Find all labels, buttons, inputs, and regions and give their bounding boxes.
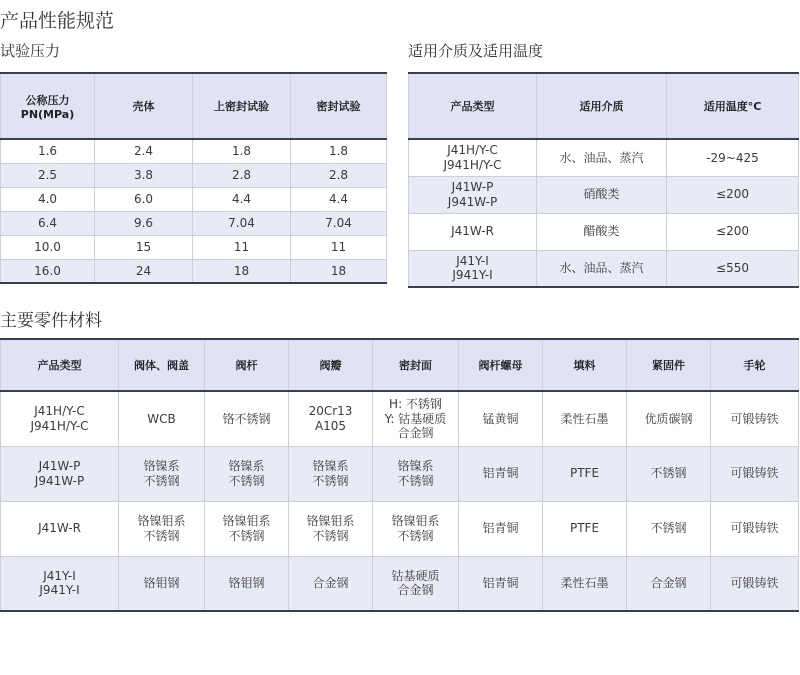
table-cell: 硝酸类 — [537, 176, 667, 213]
column-header: 阀杆 — [205, 339, 289, 391]
pressure-section-title: 试验压力 — [0, 42, 61, 60]
table-cell: 可锻铸铁 — [711, 391, 799, 446]
row-label-cell: J41Y-I J941Y-I — [1, 556, 119, 611]
table-cell: 铝青铜 — [459, 556, 543, 611]
table-cell: PTFE — [543, 446, 627, 501]
column-header: 密封面 — [373, 339, 459, 391]
table-cell: 3.8 — [95, 163, 193, 187]
table-cell: 水、油品、蒸汽 — [537, 250, 667, 287]
table-cell: 钴基硬质 合金钢 — [373, 556, 459, 611]
table-cell: 醋酸类 — [537, 213, 667, 250]
table-cell: 不锈钢 — [627, 446, 711, 501]
table-cell: 铝青铜 — [459, 501, 543, 556]
table-cell: H: 不锈钢 Y: 钴基硬质 合金钢 — [373, 391, 459, 446]
table-row — [1, 211, 387, 235]
medium-section-title: 适用介质及适用温度 — [408, 42, 544, 60]
page-title: 产品性能规范 — [0, 10, 115, 32]
table-cell: 1.8 — [291, 139, 387, 163]
table-cell: 18 — [291, 259, 387, 283]
column-header: 上密封试验 — [193, 73, 291, 139]
table-header-row — [1, 73, 387, 139]
pressure-table — [0, 72, 387, 284]
table-row — [1, 187, 387, 211]
row-label-cell: 10.0 — [1, 235, 95, 259]
row-label-cell: J41H/Y-C J941H/Y-C — [1, 391, 119, 446]
materials-table — [0, 338, 799, 612]
table-cell: 可锻铸铁 — [711, 556, 799, 611]
table-cell: 铬镍系 不锈钢 — [205, 446, 289, 501]
column-header: 密封试验 — [291, 73, 387, 139]
row-label-cell: J41W-R — [1, 501, 119, 556]
table-cell: 可锻铸铁 — [711, 446, 799, 501]
column-header: 阀体、阀盖 — [119, 339, 205, 391]
table-row — [1, 163, 387, 187]
table-row — [409, 213, 799, 250]
table-header-row — [409, 73, 799, 139]
table-cell: 15 — [95, 235, 193, 259]
table-cell: 铬钼钢 — [119, 556, 205, 611]
table-cell: 18 — [193, 259, 291, 283]
table-cell: 铝青铜 — [459, 446, 543, 501]
column-header: 适用介质 — [537, 73, 667, 139]
column-header: 公称压力 PN(MPa) — [1, 73, 95, 139]
column-header: 手轮 — [711, 339, 799, 391]
column-header: 壳体 — [95, 73, 193, 139]
table-cell: 7.04 — [291, 211, 387, 235]
table-cell: 合金钢 — [627, 556, 711, 611]
row-label-cell: J41Y-I J941Y-I — [409, 250, 537, 287]
table-cell: 铬镍系 不锈钢 — [373, 446, 459, 501]
table-cell: 2.8 — [193, 163, 291, 187]
table-row — [1, 556, 799, 611]
row-label-cell: J41W-R — [409, 213, 537, 250]
column-header: 阀杆螺母 — [459, 339, 543, 391]
table-cell: 铬镍系 不锈钢 — [119, 446, 205, 501]
column-header: 填料 — [543, 339, 627, 391]
table-cell: 4.4 — [193, 187, 291, 211]
table-cell: WCB — [119, 391, 205, 446]
table-cell: 7.04 — [193, 211, 291, 235]
table-cell: ≤200 — [667, 213, 799, 250]
table-cell: 1.8 — [193, 139, 291, 163]
row-label-cell: 2.5 — [1, 163, 95, 187]
column-header: 紧固件 — [627, 339, 711, 391]
table-cell: 铬镍钼系 不锈钢 — [373, 501, 459, 556]
row-label-cell: 1.6 — [1, 139, 95, 163]
table-cell: 铬镍钼系 不锈钢 — [205, 501, 289, 556]
table-row — [1, 391, 799, 446]
table-cell: 20Cr13 A105 — [289, 391, 373, 446]
table-cell: 2.4 — [95, 139, 193, 163]
table-cell: 24 — [95, 259, 193, 283]
table-cell: 铬不锈钢 — [205, 391, 289, 446]
table-row — [409, 176, 799, 213]
row-label-cell: 4.0 — [1, 187, 95, 211]
table-cell: ≤200 — [667, 176, 799, 213]
column-header: 适用温度°C — [667, 73, 799, 139]
table-cell: 9.6 — [95, 211, 193, 235]
table-row — [409, 250, 799, 287]
table-cell: ≤550 — [667, 250, 799, 287]
table-header-row — [1, 339, 799, 391]
row-label-cell: 16.0 — [1, 259, 95, 283]
table-cell: PTFE — [543, 501, 627, 556]
table-cell: 铬钼钢 — [205, 556, 289, 611]
row-label-cell: J41H/Y-C J941H/Y-C — [409, 139, 537, 176]
row-label-cell: 6.4 — [1, 211, 95, 235]
table-cell: 柔性石墨 — [543, 391, 627, 446]
table-cell: 铬镍钼系 不锈钢 — [119, 501, 205, 556]
table-cell: 水、油品、蒸汽 — [537, 139, 667, 176]
table-cell: 铬镍系 不锈钢 — [289, 446, 373, 501]
table-cell: 6.0 — [95, 187, 193, 211]
column-header: 阀瓣 — [289, 339, 373, 391]
column-header: 产品类型 — [409, 73, 537, 139]
medium-table — [408, 72, 799, 288]
table-cell: 4.4 — [291, 187, 387, 211]
table-row — [1, 139, 387, 163]
table-cell: 11 — [291, 235, 387, 259]
table-row — [1, 501, 799, 556]
table-row — [1, 235, 387, 259]
table-cell: 优质碳钢 — [627, 391, 711, 446]
table-cell: 铬镍钼系 不锈钢 — [289, 501, 373, 556]
table-cell: 11 — [193, 235, 291, 259]
table-row — [409, 139, 799, 176]
materials-section-title: 主要零件材料 — [0, 311, 102, 331]
row-label-cell: J41W-P J941W-P — [1, 446, 119, 501]
table-row — [1, 259, 387, 283]
table-cell: 不锈钢 — [627, 501, 711, 556]
row-label-cell: J41W-P J941W-P — [409, 176, 537, 213]
table-cell: 2.8 — [291, 163, 387, 187]
table-cell: -29~425 — [667, 139, 799, 176]
table-cell: 合金钢 — [289, 556, 373, 611]
table-cell: 柔性石墨 — [543, 556, 627, 611]
table-cell: 可锻铸铁 — [711, 501, 799, 556]
table-cell: 锰黄铜 — [459, 391, 543, 446]
table-row — [1, 446, 799, 501]
column-header: 产品类型 — [1, 339, 119, 391]
